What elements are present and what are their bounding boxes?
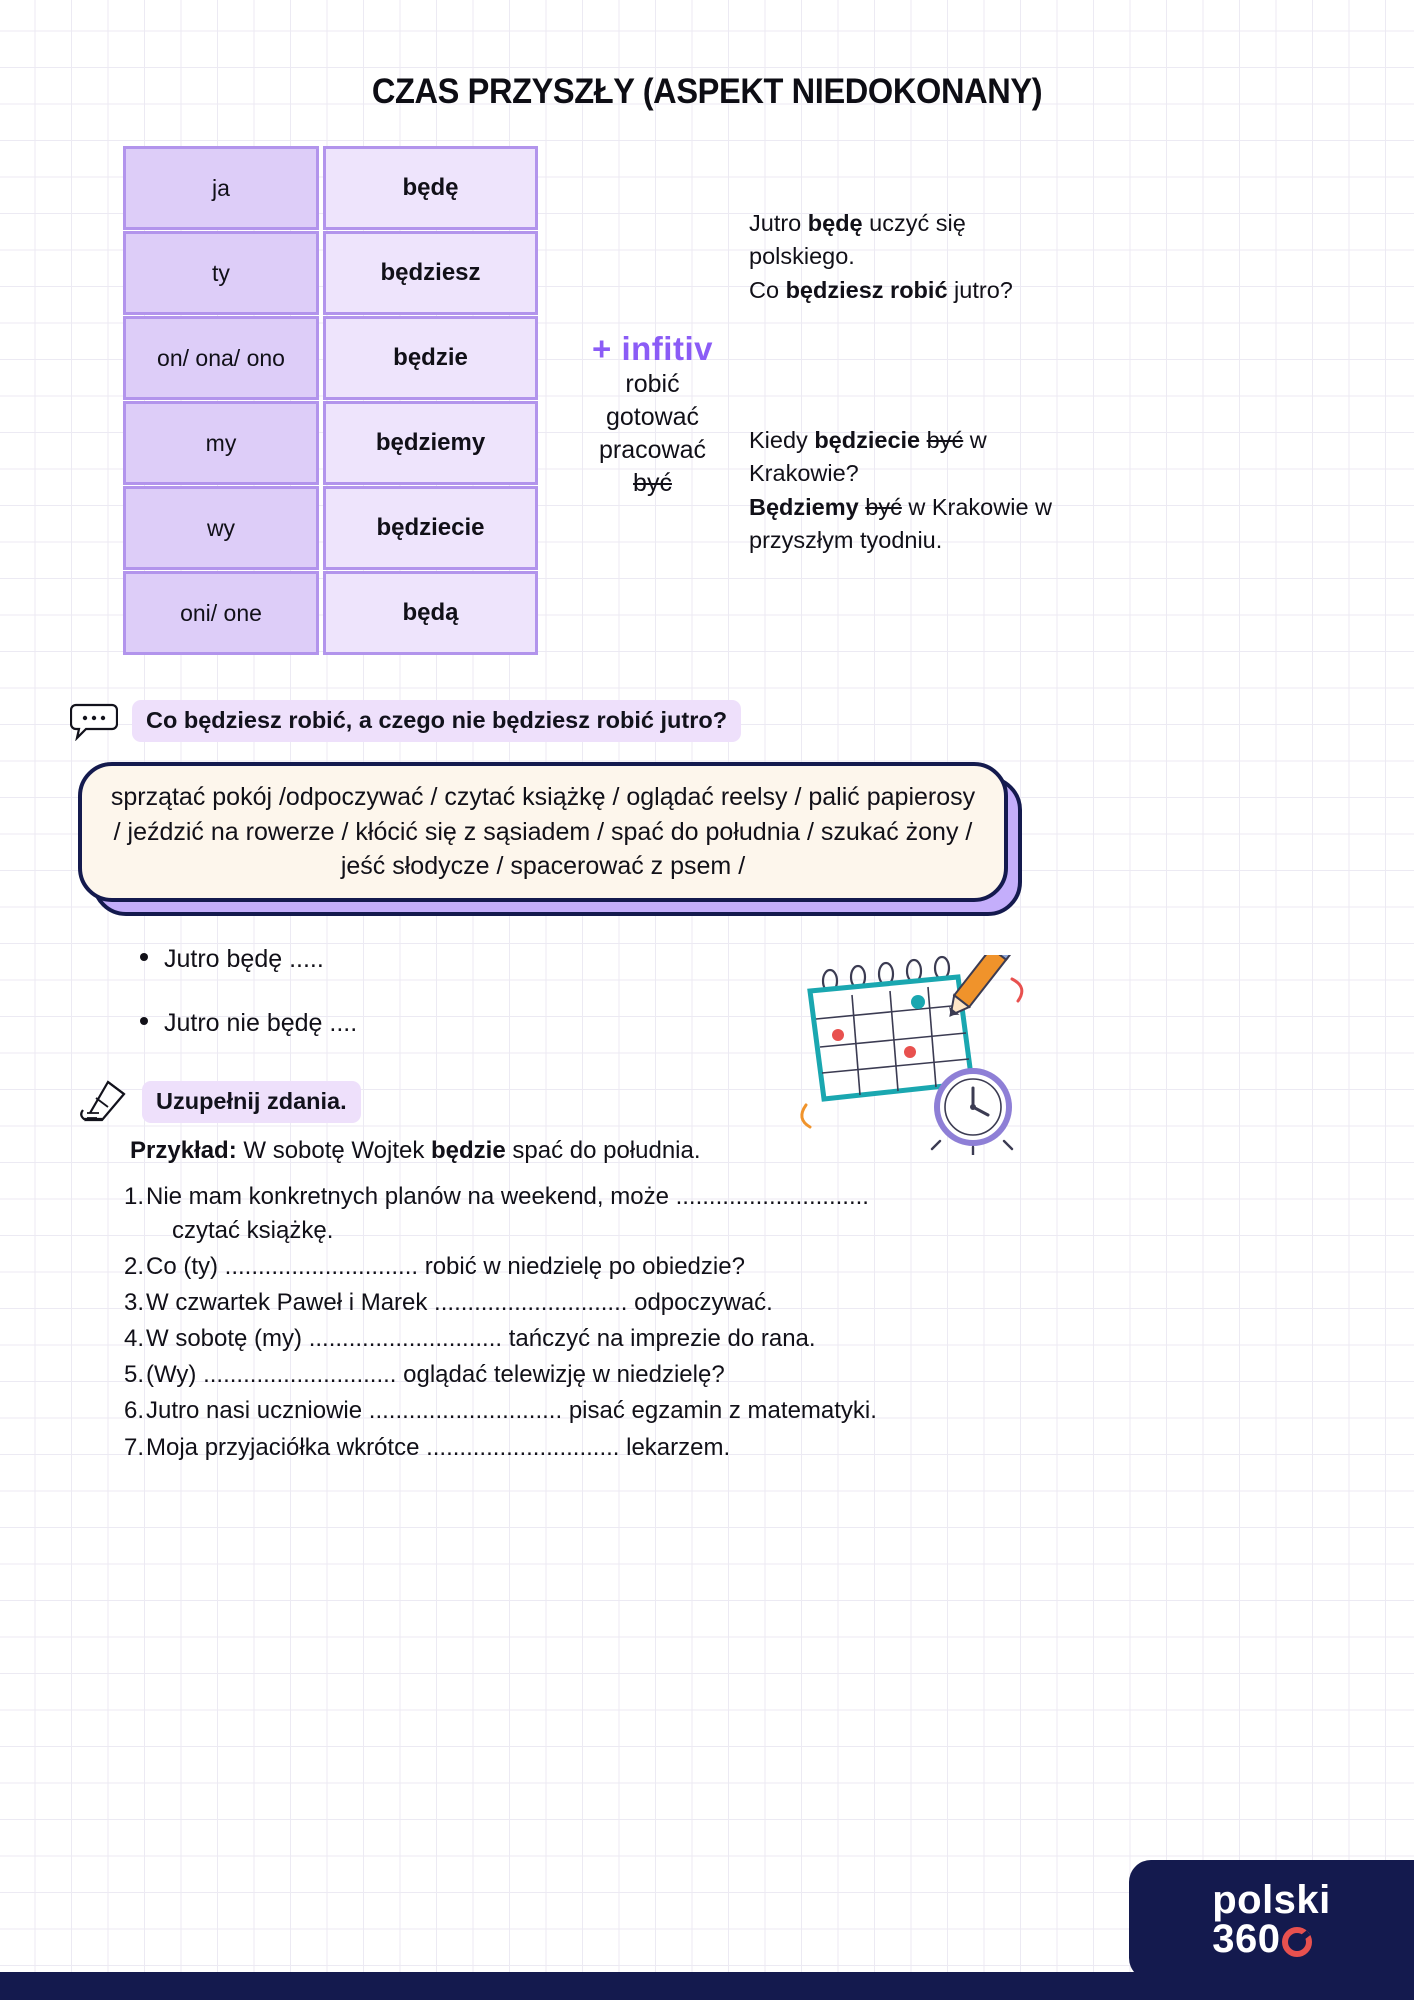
infinitive-verb: gotować	[605, 403, 700, 431]
bullet-dot	[140, 1017, 148, 1025]
item-text: Jutro nasi uczniowie ............................. pisać egzamin z matematyki.	[146, 1397, 877, 1425]
item-text: W sobotę (my) ............................. tańczyć na imprezie do rana.	[146, 1325, 816, 1353]
prompt-label: Uzupełnij zdania.	[142, 1081, 361, 1123]
table-row: my	[123, 401, 319, 485]
example-sentence: Co będziesz robić jutro?	[749, 276, 1013, 303]
item-text: Moja przyjaciółka wkrótce ............................. lekarzem.	[146, 1433, 731, 1461]
item-text: Co (ty) ............................. robić w niedzielę po obiedzie?	[146, 1253, 745, 1281]
brand-logo	[1129, 1860, 1414, 1980]
prompt-label: Co będziesz robić, a czego nie będziesz robić jutro?	[132, 700, 741, 742]
item-number: 3.	[123, 1289, 144, 1317]
item-text: (Wy) ............................. oglądać telewizję w niedzielę?	[146, 1361, 725, 1389]
answer-bullets	[140, 945, 640, 1073]
item-text: W czwartek Paweł i Marek ............................. odpoczywać.	[146, 1289, 773, 1317]
list-item	[120, 1394, 980, 1428]
table-row: będziemy	[323, 401, 538, 485]
item-number: 1.	[123, 1183, 144, 1210]
table-row: oni/ one	[123, 571, 319, 655]
item-text: Nie mam konkretnych planów na weekend, może ............................. czytać książkę.	[146, 1183, 869, 1245]
list-item	[120, 1431, 980, 1465]
bullet-text: Jutro nie będę ....	[164, 1009, 358, 1037]
word-bank	[78, 762, 1018, 917]
list-item	[120, 1322, 980, 1356]
item-number: 4.	[123, 1325, 144, 1353]
example-sentences-2	[749, 424, 1059, 557]
word-bank-text: sprzątać pokój /odpoczywać / czytać książkę / oglądać reelsy / palić papierosy / jeździć na rowerze / kłócić się z sąsiadem / spać do południa / szukać żony / jeść słodycze / spacerować z psem /	[110, 783, 976, 881]
exercise-list	[120, 1180, 980, 1467]
table-row: będzie	[323, 316, 538, 400]
table-row: on/ ona/ ono	[123, 316, 319, 400]
infinitive-verb: pracować	[599, 436, 706, 464]
list-item	[140, 945, 640, 1009]
table-row: będę	[323, 146, 538, 230]
bullet-text: Jutro będę .....	[164, 945, 324, 973]
logo-circle-icon	[1282, 1927, 1312, 1957]
table-row: będziecie	[323, 486, 538, 570]
page-title: CZAS PRZYSZŁY (ASPEKT NIEDOKONANY)	[371, 72, 1043, 111]
infinitive-block	[565, 330, 740, 500]
logo-text-bottom: 360	[1212, 1919, 1331, 1959]
logo-text-top: polski	[1212, 1878, 1331, 1922]
infinitive-verb-struck: być	[633, 469, 672, 497]
example-sentences-1	[749, 207, 1049, 307]
example-label: Przykład:	[130, 1137, 237, 1164]
speech-bubble-icon	[70, 701, 118, 741]
bullet-dot	[140, 953, 148, 961]
list-item	[120, 1286, 980, 1320]
list-item	[120, 1250, 980, 1284]
table-row: ja	[123, 146, 319, 230]
item-number: 7.	[123, 1433, 144, 1461]
list-item	[140, 1009, 640, 1073]
infinitive-heading: + infitiv	[592, 330, 713, 367]
example-line: Przykład: W sobotę Wojtek będzie spać do południa.	[130, 1137, 701, 1164]
prompt-writing	[78, 1080, 361, 1124]
conjugation-table	[123, 146, 538, 656]
prompt-speaking	[70, 700, 741, 742]
calendar-clock-illustration	[790, 955, 1040, 1155]
example-sentence: Jutro będę uczyć się polskiego.	[749, 210, 966, 270]
item-number: 6.	[123, 1397, 144, 1425]
example-sentence: Będziemy być w Krakowie w przyszłym tyodniu.	[749, 493, 1053, 554]
item-number: 2.	[123, 1253, 144, 1281]
table-row: będziesz	[323, 231, 538, 315]
item-number: 5.	[123, 1361, 144, 1389]
table-row: będą	[323, 571, 538, 655]
writing-hand-icon	[78, 1080, 130, 1124]
example-sentence: Kiedy będziecie być w Krakowie?	[749, 427, 987, 487]
table-row: wy	[123, 486, 319, 570]
list-item	[120, 1180, 980, 1248]
word-bank-box	[78, 762, 1008, 902]
logo-inner	[1212, 1878, 1331, 1961]
list-item	[120, 1358, 980, 1392]
table-row: ty	[123, 231, 319, 315]
infinitive-verb: robić	[625, 370, 680, 398]
